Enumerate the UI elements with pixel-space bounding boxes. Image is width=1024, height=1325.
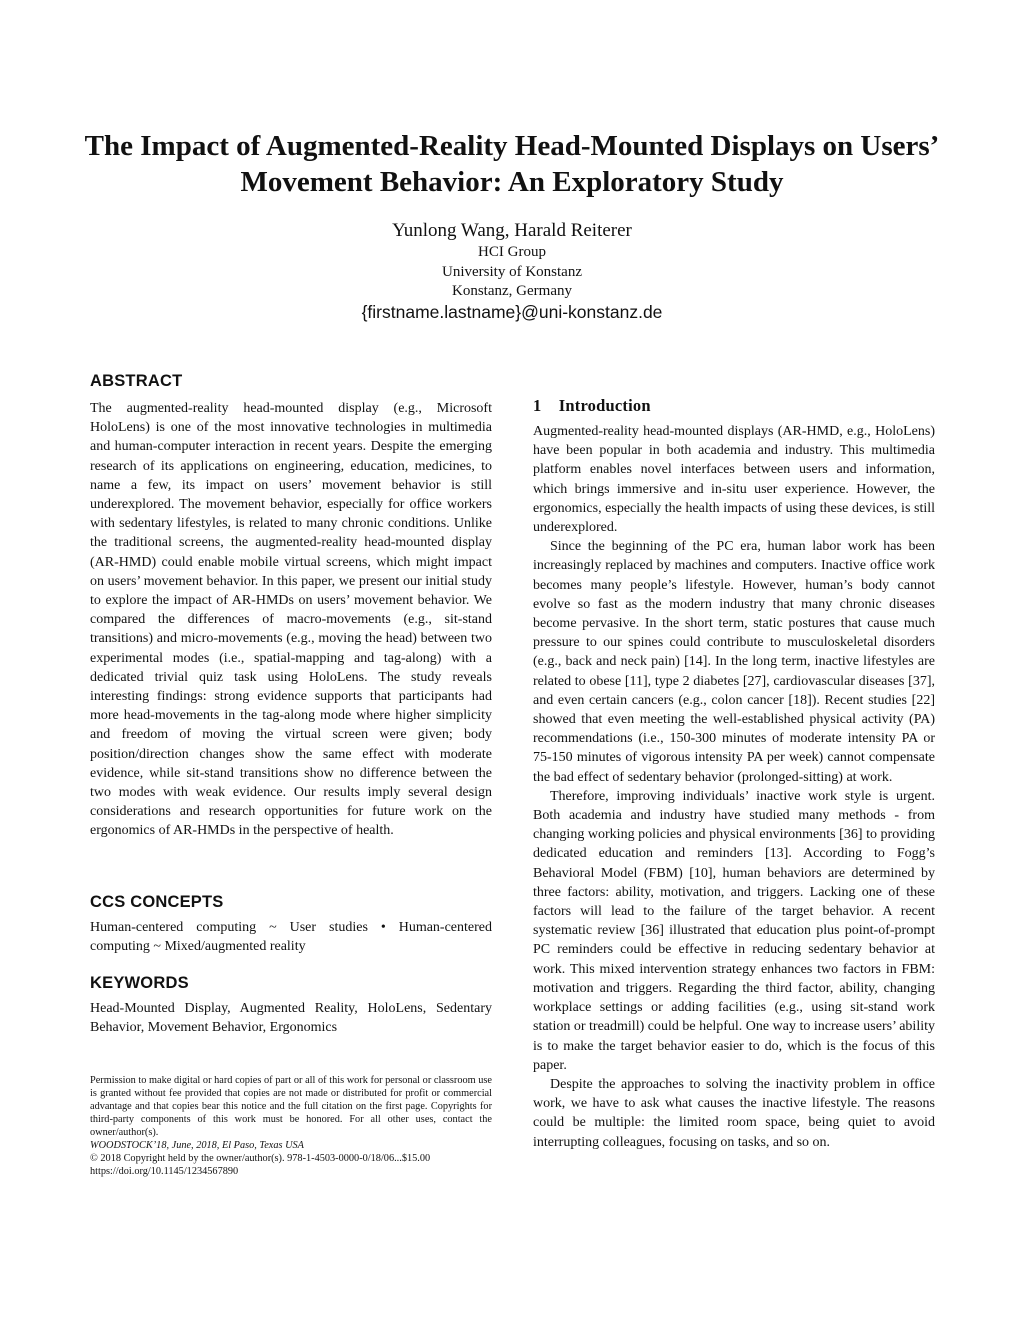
affiliation-location: Konstanz, Germany — [452, 283, 572, 299]
intro-paragraph-3: Therefore, improving individuals’ inactive work style is urgent. Both academia and industry have studied many methods - from changing working policies and physical environments [36] to providing dedicated education and reminders [13]. According to Fogg’s Behavioral Model (FBM) [10], human behaviors are determined by three factors: ability, motivation, and triggers. Lacking one of these factors will lead to the failure of the target behavior. A recent systematic review [36] illustrated that education plus point-of-prompt PC reminders could be effective in reducing sedentary behavior at work. This mixed intervention strategy enhances two factors in FBM: motivation and triggers. Regarding the third factor, ability, changing workplace settings or adding facilities (e.g., using sit-stand work station or treadmill) could be helpful. One way to increase users’ ability is to make the target behavior easier to do, which is the focus of this paper. — [533, 788, 935, 1073]
abstract-text: The augmented-reality head-mounted display (e.g., Microsoft HoloLens) is one of the most innovative technologies in multimedia and human-computer interaction in recent years. Despite the emerging research of its applications on engineering, education, medicines, to name a few, its impact on users’ movement behavior is still underexplored. The movement behavior, especially for office workers with sedentary lifestyles, is related to many chronic conditions. Unlike the traditional screens, the augmented-reality head-mounted display (AR-HMD) could enable mobile virtual screens, which might impact on users’ movement behavior. In this paper, we present our initial study to explore the impact of AR-HMDs on users’ movement behavior. We compared the differences of macro-movements (e.g., sit-stand transitions) and micro-movements (e.g., moving the head) between two experimental modes (i.e., spatial-mapping and tag-along) with a dedicated trivial quiz task using HoloLens. The study reveals interesting findings: strong evidence supports that participants had more head-movements in the tag-along mode where higher simplicity and freedom of moving the virtual screen were given; body position/direction changes show the same effect with moderate evidence, while sit-stand transitions show no difference between the two modes with weak evidence. Our results imply several design considerations and research opportunities for future work on the ergonomics of AR-HMDs in the perspective of health. — [90, 401, 492, 839]
introduction-heading: 1 Introduction — [533, 396, 651, 415]
ccs-concepts-heading: CCS CONCEPTS — [90, 893, 224, 911]
paper-title: The Impact of Augmented-Reality Head-Mounted Displays on Users’ Movement Behavior: An Exploratory Study — [84, 130, 940, 198]
conference-info: WOODSTOCK’18, June, 2018, El Paso, Texas USA — [90, 1140, 304, 1151]
copyright-line: © 2018 Copyright held by the owner/author(s). 978-1-4503-0000-0/18/06...$15.00 — [90, 1153, 431, 1164]
doi-link[interactable]: https://doi.org/10.1145/1234567890 — [90, 1166, 239, 1177]
keywords-text: Head-Mounted Display, Augmented Reality, HoloLens, Sedentary Behavior, Movement Behavior, Ergonomics — [90, 1001, 492, 1036]
permission-text: Permission to make digital or hard copies of part or all of this work for personal or classroom use is granted without fee provided that copies are not made or distributed for profit or commercial advantage and that copies bear this notice and the full citation on the first page. Copyrights for third-party components of this work must be honored. For all other uses, contact the owner/author(s). — [90, 1075, 492, 1138]
author-names: Yunlong Wang, Harald Reiterer — [392, 220, 632, 241]
affiliation-group: HCI Group — [478, 244, 546, 260]
intro-paragraph-4: Despite the approaches to solving the inactivity problem in office work, we have to ask what causes the inactive lifestyle. The reasons could be multiple: the limited room space, being quiet to avoid interrupting colleagues, focusing on tasks, and so on. — [533, 1076, 935, 1150]
intro-paragraph-2: Since the beginning of the PC era, human labor work has been increasingly replaced by machines and computers. Inactive office work becomes many people’s lifestyle. However, human’s body cannot evolve so fast as the modern industry that many chronic diseases become pervasive. In the short term, static postures that cause much pressure to our spines could contribute to musculoskeletal disorders (e.g., back and neck pain) [14]. In the long term, inactive lifestyles are related to obese [11], type 2 diabetes [27], cardiovascular diseases [37], and even certain cancers (e.g., colon cancer [18]). Recent studies [22] showed that even meeting the well-established physical activity (PA) recommendations (i.e., 150-300 minutes of moderate intensity PA or 75-150 minutes of vigorous intensity PA per week) cannot compensate the bad effect of sedentary behavior (prolonged-sitting) at work. — [533, 539, 935, 785]
abstract-body — [90, 399, 492, 841]
introduction-body — [533, 422, 935, 1152]
intro-paragraph-1: Augmented-reality head-mounted displays (AR-HMD, e.g., HoloLens) have been popular in both academia and industry. This multimedia platform enables novel interfaces between users and information, which brings immersive and in-situ user experience. However, the ergonomics, especially the health impacts of using these devices, is still underexplored. — [533, 424, 935, 536]
abstract-heading: ABSTRACT — [90, 372, 183, 390]
affiliation-block — [0, 243, 1024, 302]
ccs-concepts-body — [90, 918, 492, 956]
permission-notice — [90, 1074, 492, 1178]
affiliation-university: University of Konstanz — [442, 263, 582, 280]
keywords-heading: KEYWORDS — [90, 974, 189, 992]
ccs-concepts-text: Human-centered computing ~ User studies • Human-centered computing ~ Mixed/augmented reality — [90, 920, 492, 955]
author-email: {firstname.lastname}@uni-konstanz.de — [361, 302, 663, 322]
keywords-body — [90, 999, 492, 1037]
